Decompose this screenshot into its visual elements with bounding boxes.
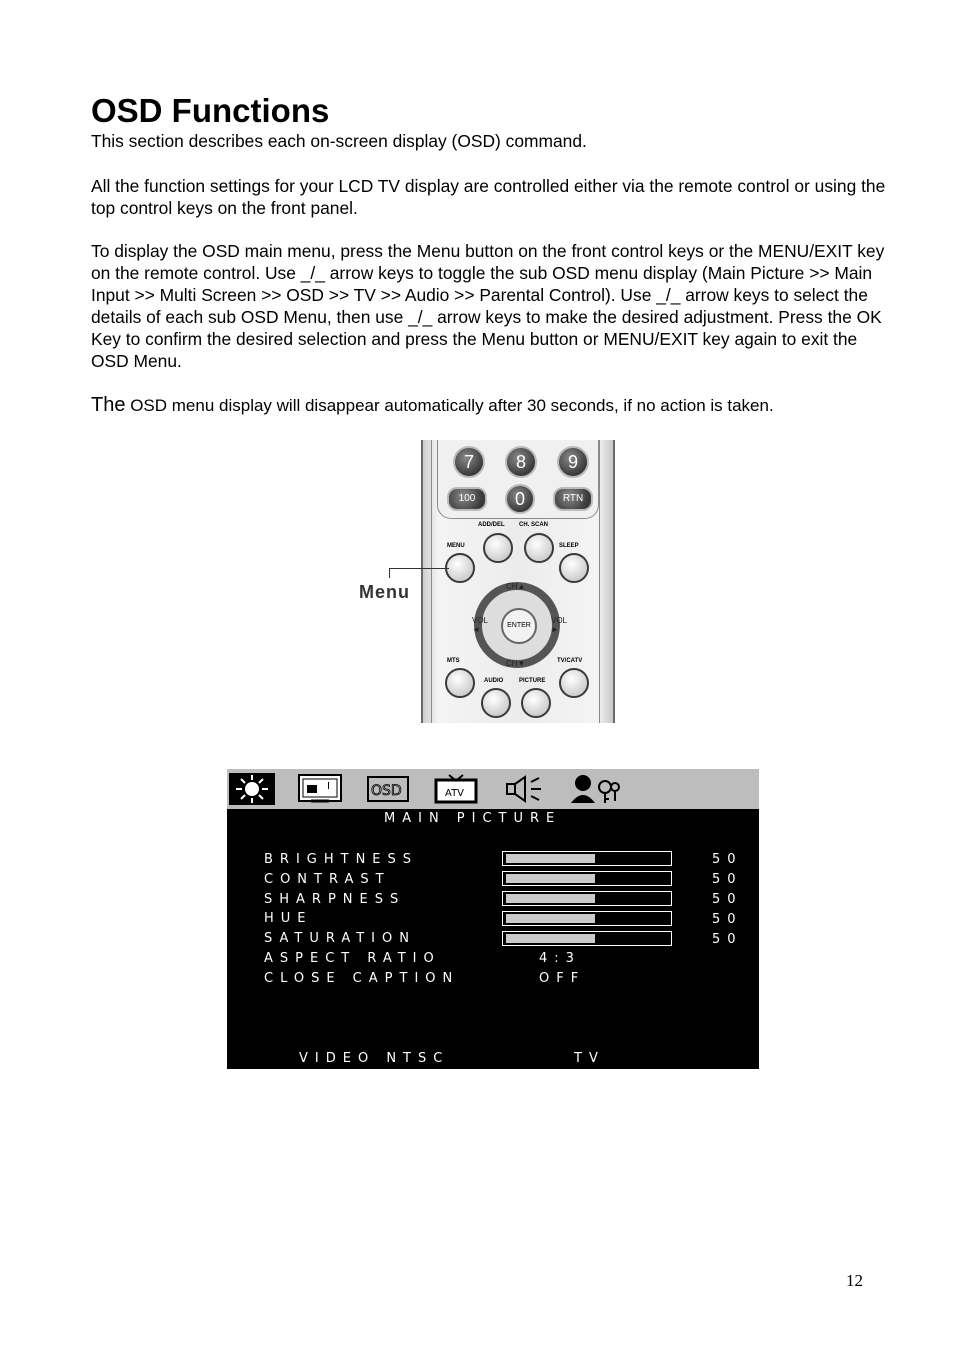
adddel-key [483,533,513,563]
menu-instructions-paragraph: To display the OSD main menu, press the Menu button on the front control keys or the MENU/EXIT key on the remote control. Use _/_ arrow keys to toggle the sub OSD menu display (Main Picture >> Main Input >> Multi Screen >> OSD >> TV >> Audio >> Parental Control). Use _/_ arrow keys to select the details of each sub OSD Menu, then use _/_ arrow keys to make the desired adjustment. Press the OK Key to confirm the desired selection and press the Menu button or MENU/EXIT key again to exit the OSD Menu. [91,241,885,371]
enter-key: ENTER [501,608,537,644]
chscan-key [524,533,554,563]
saturation-value: 50 [712,932,743,947]
svg-text:ATV: ATV [445,788,465,799]
sharpness-bar-fill [506,894,595,903]
contrast-bar [502,871,672,886]
svg-text:OSD: OSD [371,783,402,799]
hue-value: 50 [712,912,743,927]
timeout-paragraph [91,394,891,417]
osd-main-picture-screen [227,769,759,1069]
key-100: 100 [447,487,487,511]
dpad-left-label: VOL ◄ [472,616,489,634]
svg-text:I: I [327,781,330,792]
adddel-label: ADD/DEL [478,522,505,528]
osd-source-status: TV [574,1051,605,1066]
tvcatv-label: TV/CATV [557,658,583,664]
tvcatv-key [559,668,589,698]
osd-heading: MAIN PICTURE [384,811,562,826]
sharpness-label: SHARPNESS [264,892,406,907]
brightness-value: 50 [712,852,743,867]
key-rtn: RTN [553,487,593,511]
chscan-label: CH. SCAN [519,522,549,528]
sleep-label: SLEEP [559,543,579,549]
audio-label: AUDIO [484,678,504,684]
audio-icon [501,773,547,805]
aspect-ratio-value: 4:3 [539,951,581,966]
parental-icon [569,773,623,805]
close-caption-label: CLOSE CAPTION [264,971,460,986]
hue-bar [502,911,672,926]
dpad-up-label: CH▲ [506,582,526,591]
key-8: 8 [505,446,537,478]
page-number: 12 [846,1271,863,1290]
brightness-bar [502,851,672,866]
menu-callout-line [389,568,449,569]
sharpness-bar [502,891,672,906]
intro-paragraph: This section describes each on-screen display (OSD) command. [91,131,587,151]
menu-callout-tick [389,568,390,578]
picture-label: PICTURE [519,678,546,684]
key-7: 7 [453,446,485,478]
osd-icon [365,773,411,805]
remote-control-figure [357,440,615,723]
sharpness-value: 50 [712,892,743,907]
audio-key [481,688,511,718]
menu-callout-label: Menu [359,582,410,602]
saturation-bar-fill [506,934,595,943]
hue-label: HUE [264,911,313,926]
close-caption-value: OFF [539,971,586,986]
osd-signal-status: VIDEO NTSC [299,1051,450,1066]
timeout-rest: OSD menu display will disappear automatically after 30 seconds, if no action is taken. [125,396,774,415]
contrast-value: 50 [712,872,743,887]
saturation-bar [502,931,672,946]
brightness-bar-fill [506,854,595,863]
osd-icon-bar [227,769,759,809]
aspect-ratio-label: ASPECT RATIO [264,951,441,966]
menu-key [445,553,475,583]
controls-paragraph: All the function settings for your LCD TV display are controlled either via the remote control or using the top control keys on the front panel. [91,176,886,218]
timeout-first-word: The [91,394,126,416]
brightness-icon [229,773,275,805]
key-9: 9 [557,446,589,478]
sleep-key [559,553,589,583]
saturation-label: SATURATION [264,931,416,946]
mts-key [445,668,475,698]
contrast-bar-fill [506,874,595,883]
menu-label: MENU [447,543,465,549]
dpad-down-label: CH▼ [506,659,526,668]
brightness-label: BRIGHTNESS [264,852,419,867]
contrast-label: CONTRAST [264,872,391,887]
key-0: 0 [505,484,535,514]
page-title: OSD Functions [91,92,330,129]
tv-icon [433,773,479,805]
input-icon [297,773,343,805]
dpad-right-label: VOL ► [551,616,568,634]
hue-bar-fill [506,914,595,923]
picture-key [521,688,551,718]
mts-label: MTS [447,658,460,664]
